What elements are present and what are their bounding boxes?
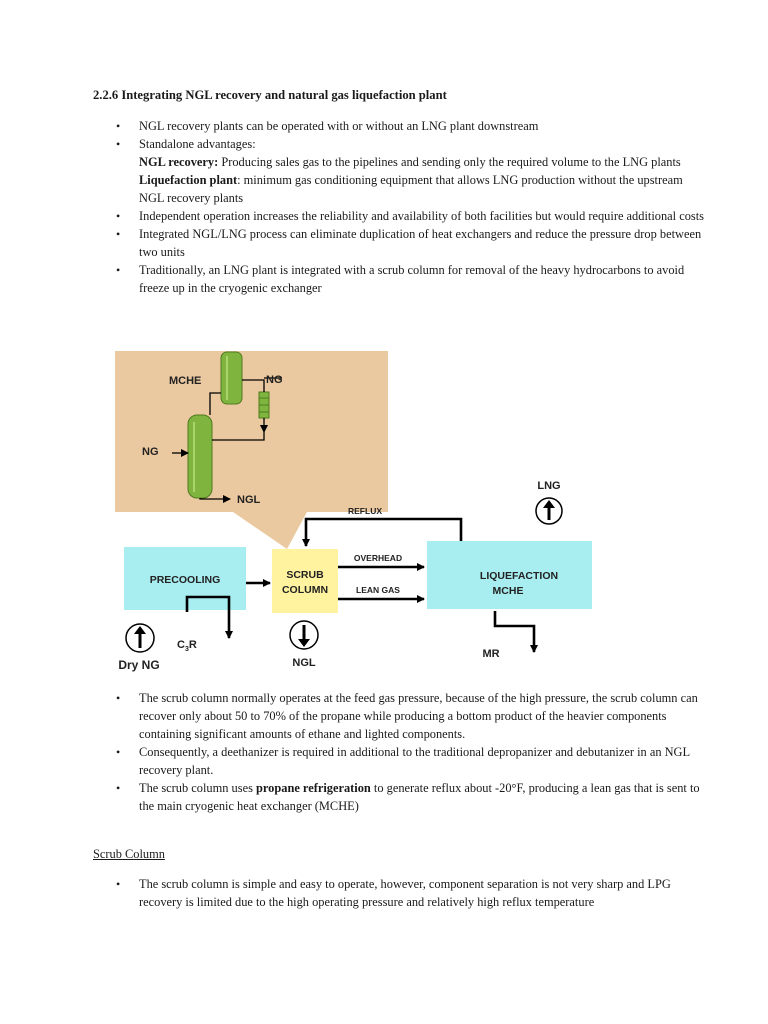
- ngl-arrow-down-icon: [290, 621, 318, 649]
- section-heading: 2.2.6 Integrating NGL recovery and natural gas liquefaction plant: [93, 88, 447, 102]
- ng-left-label: NG: [142, 446, 159, 458]
- dry-ng-label: Dry NG: [118, 658, 160, 672]
- ngl-bottom-label: NGL: [292, 657, 316, 669]
- column-vessel-icon: [188, 415, 212, 498]
- bullet-text: Integrated NGL/LNG process can eliminate duplication of heat exchangers and reduce the pressure drop between two units: [139, 227, 702, 259]
- mche-label: MCHE: [169, 375, 202, 387]
- bullet-text: Consequently, a deethanizer is required in additional to the traditional depropanizer and debutanizer in an NGL recovery plant.: [139, 745, 690, 777]
- ng-top-label: NG: [266, 374, 283, 386]
- lng-label: LNG: [537, 480, 561, 492]
- bullet-item: [0, 779, 768, 815]
- bullet-item: [0, 743, 768, 779]
- scrub-label-line1: SCRUB: [286, 569, 324, 581]
- mche-vessel-icon: [221, 352, 242, 404]
- bullet-text: The scrub column uses: [139, 781, 256, 795]
- liquefaction-label-line1: LIQUEFACTION: [479, 570, 559, 582]
- lng-arrow-up-icon: [536, 498, 562, 524]
- liquefaction-label-line2: MCHE: [492, 585, 524, 597]
- sub-item-text: Producing sales gas to the pipelines and sending only the required volume to the LNG plants: [218, 155, 681, 169]
- bullet-list-mid: [0, 689, 768, 815]
- bullet-list-bottom: [0, 875, 768, 911]
- ngl-inset-label: NGL: [237, 494, 261, 506]
- bullet-bold: propane refrigeration: [256, 781, 371, 795]
- sub-item-text: : minimum gas conditioning equipment that allows LNG production without the upstream NGL recovery plants: [139, 173, 683, 205]
- bullet-item: [0, 689, 768, 743]
- sub-item-bold: Liquefaction plant: [139, 173, 238, 187]
- c3r-label: $C_3R$: [177, 639, 197, 653]
- exchanger-icon: [259, 392, 269, 418]
- bullet-text: NGL recovery plants can be operated with or without an LNG plant downstream: [139, 119, 539, 133]
- bullet-text: Traditionally, an LNG plant is integrated with a scrub column for removal of the heavy hydrocarbons to avoid freeze up in the cryogenic exchanger: [139, 263, 685, 295]
- subsection-title: Scrub Column: [93, 847, 165, 861]
- bullet-text: The scrub column normally operates at the feed gas pressure, because of the high pressure, the scrub column can recover only about 50 to 70% of the propane while producing a bottom product of the heavier components containing significant amounts of ethane and lighted components.: [139, 691, 698, 741]
- precooling-label: PRECOOLING: [149, 574, 221, 586]
- bullet-text: The scrub column is simple and easy to operate, however, component separation is not very sharp and LPG recovery is limited due to the high operating pressure and relatively high reflux temperature: [139, 877, 671, 909]
- lean-gas-label: LEAN GAS: [356, 585, 400, 595]
- bullet-text: Standalone advantages:: [139, 137, 256, 151]
- sub-item-bold: NGL recovery:: [139, 155, 219, 169]
- scrub-label-line2: COLUMN: [281, 584, 329, 596]
- dry-ng-arrow-up-icon: [126, 624, 154, 652]
- bullet-item: [0, 875, 768, 911]
- mr-label: MR: [482, 648, 500, 660]
- bullet-text: to generate reflux about -20°F, producing a lean gas that is sent to the main cryogenic heat exchanger (MCHE): [139, 781, 700, 813]
- scrub-column-box: [272, 549, 338, 613]
- reflux-label: REFLUX: [348, 506, 382, 516]
- overhead-label: OVERHEAD: [353, 553, 403, 563]
- bullet-text: Independent operation increases the reliability and availability of both facilities but would require additional costs: [139, 209, 704, 223]
